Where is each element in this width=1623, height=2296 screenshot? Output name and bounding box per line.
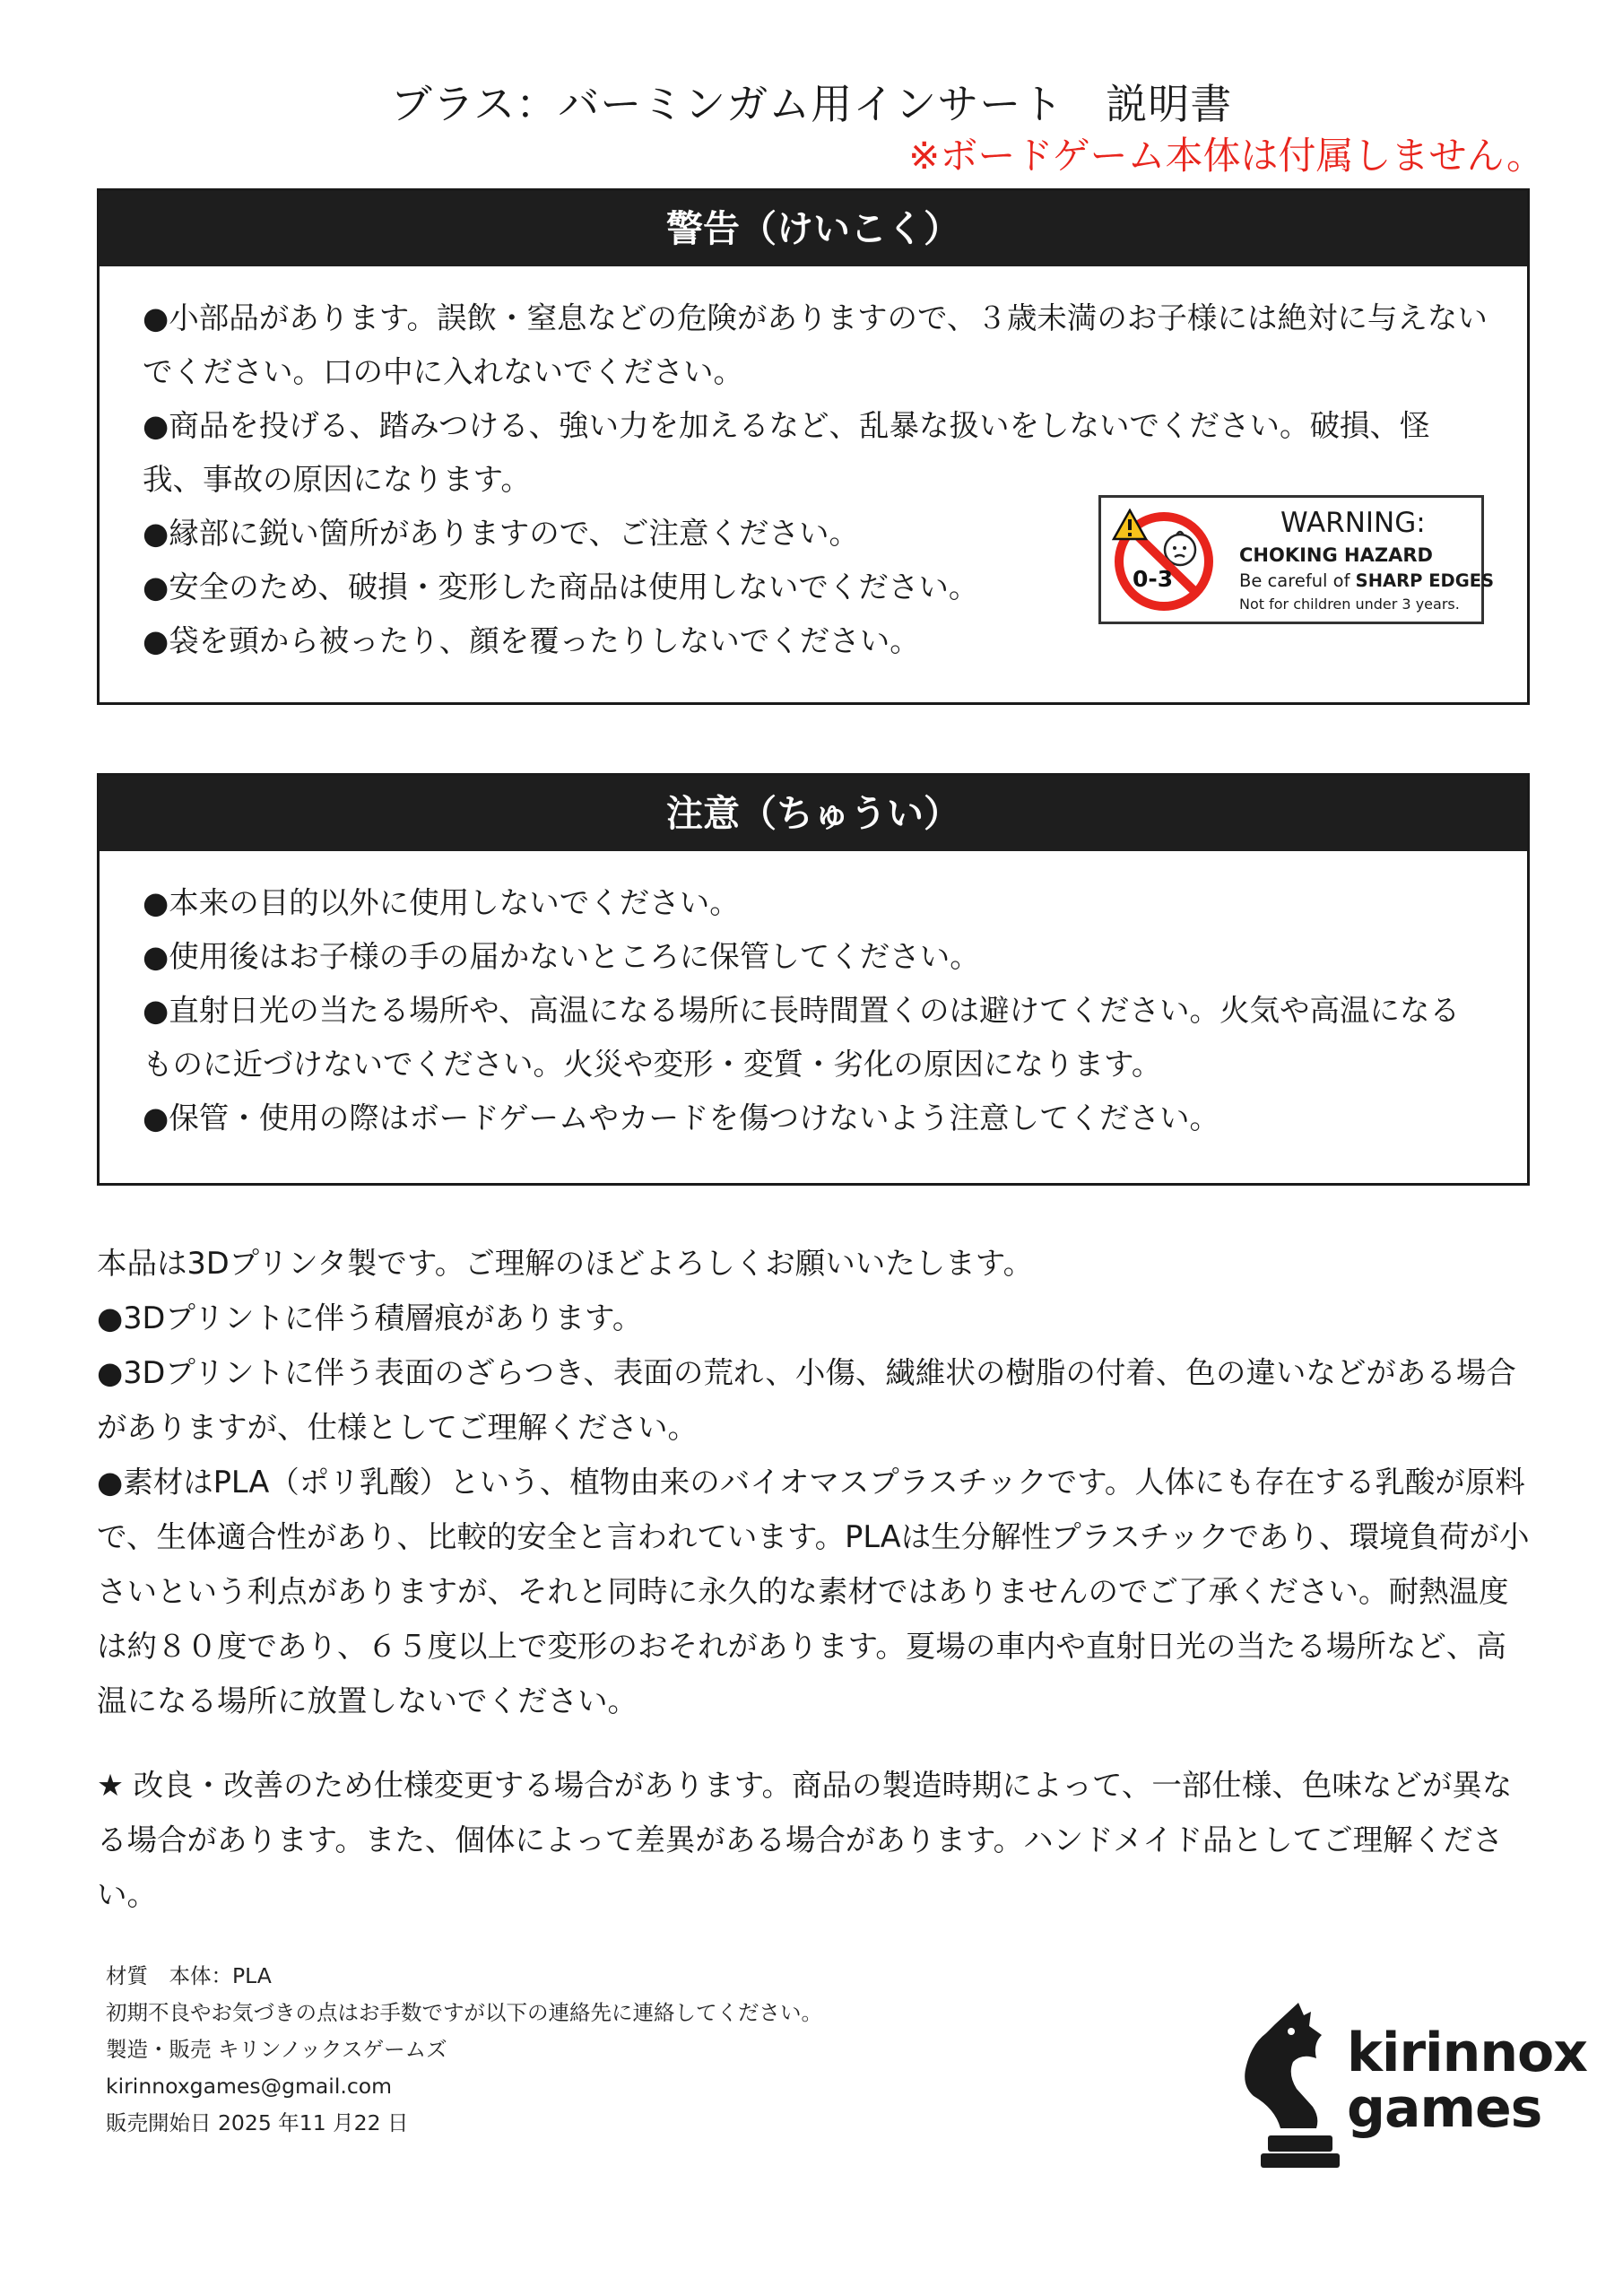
sharp-edges-text: Be careful of SHARP EDGES bbox=[1239, 570, 1495, 591]
footer-info bbox=[106, 1958, 1092, 2142]
warning-item: ●小部品があります。誤飲・窒息などの危険がありますので、３歳未満のお子様には絶対に与えないでください。口の中に入れないでください。 bbox=[143, 300, 1488, 389]
document-title: ブラス：バーミンガム用インサート 説明書 bbox=[390, 80, 1233, 128]
release-date: 販売開始日 2025 年11 月22 日 bbox=[106, 2110, 409, 2135]
contact-note: 初期不良やお気づきの点はお手数ですが以下の連絡先に連絡してください。 bbox=[106, 2000, 822, 2025]
choking-hazard-label bbox=[1098, 495, 1495, 624]
warning-item: ●縁部に鋭い箇所がありますので、ご注意ください。 bbox=[143, 516, 860, 551]
brand-wordmark bbox=[1347, 2022, 1587, 2140]
not-included-notice: ※ボードゲーム本体は付属しません。 bbox=[908, 134, 1544, 178]
note-item: ●3Dプリントに伴う表面のざらつき、表面の荒れ、小傷、繊維状の樹脂の付着、色の違いなどがある場合がありますが、仕様としてご理解ください。 bbox=[97, 1355, 1516, 1445]
brand-line-2: games bbox=[1347, 2077, 1542, 2140]
printing-notes bbox=[97, 1236, 1532, 1728]
note-item: ●素材はPLA（ポリ乳酸）という、植物由来のバイオマスプラスチックです。人体にも存在する乳酸が原料で、生体適合性があり、比較的安全と言われています。PLAは生分解性プラスチックであり、環境負荷が小さいという利点がありますが、それと同時に永久的な素材ではありませんのでご了承ください。耐熱温度は約８０度であり、６５度以上で変形のおそれがあります。夏場の車内や直射日光の当たる場所など、高温になる場所に放置しないでください。 bbox=[97, 1465, 1530, 1718]
warning-item: ●商品を投げる、踏みつける、強い力を加えるなど、乱暴な扱いをしないでください。破損、怪我、事故の原因になります。 bbox=[143, 408, 1430, 497]
note-item: ●3Dプリントに伴う積層痕があります。 bbox=[97, 1300, 643, 1335]
warning-item: ●安全のため、破損・変形した商品は使用しないでください。 bbox=[143, 570, 979, 604]
warning-heading: 警告（けいこく） bbox=[100, 191, 1527, 266]
warning-section bbox=[97, 188, 1530, 705]
caution-item: ●直射日光の当たる場所や、高温になる場所に長時間置くのは避けてください。火気や高温になるものに近づけないでください。火災や変形・変質・劣化の原因になります。 bbox=[143, 993, 1461, 1082]
caution-item: ●使用後はお子様の手の届かないところに保管してください。 bbox=[143, 939, 980, 974]
caution-item: ●本来の目的以外に使用しないでください。 bbox=[143, 885, 740, 920]
warning-label-title: WARNING: bbox=[1280, 507, 1426, 539]
caution-item: ●保管・使用の際はボードゲームやカードを傷つけないよう注意してください。 bbox=[143, 1100, 1220, 1135]
age-note-text: Not for children under 3 years. bbox=[1239, 596, 1460, 613]
caution-heading: 注意（ちゅうい） bbox=[100, 776, 1527, 851]
email-text: kirinnoxgames@gmail.com bbox=[106, 2074, 393, 2099]
material-text: 材質 本体：PLA bbox=[106, 1963, 272, 1988]
intro-text: 本品は3Dプリンタ製です。ご理解のほどよろしくお願いいたします。 bbox=[97, 1246, 1034, 1281]
warning-triangle-icon bbox=[1112, 509, 1148, 541]
star-note: ★ 改良・改善のため仕様変更する場合があります。商品の製造時期によって、一部仕様、色味などが異なる場合があります。また、個体によって差異がある場合があります。ハンドメイド品としてご理解ください。 bbox=[97, 1768, 1513, 1912]
brand-line-1: kirinnox bbox=[1347, 2022, 1587, 2084]
age-range-text: 0-3 bbox=[1133, 566, 1174, 592]
warning-item: ●袋を頭から被ったり、顔を覆ったりしないでください。 bbox=[143, 623, 920, 658]
maker-text: 製造・販売 キリンノックスゲームズ bbox=[106, 2037, 447, 2062]
caution-section bbox=[97, 773, 1530, 1186]
spec-change-notes bbox=[97, 1758, 1532, 1922]
choking-hazard-text: CHOKING HAZARD bbox=[1239, 544, 1433, 566]
